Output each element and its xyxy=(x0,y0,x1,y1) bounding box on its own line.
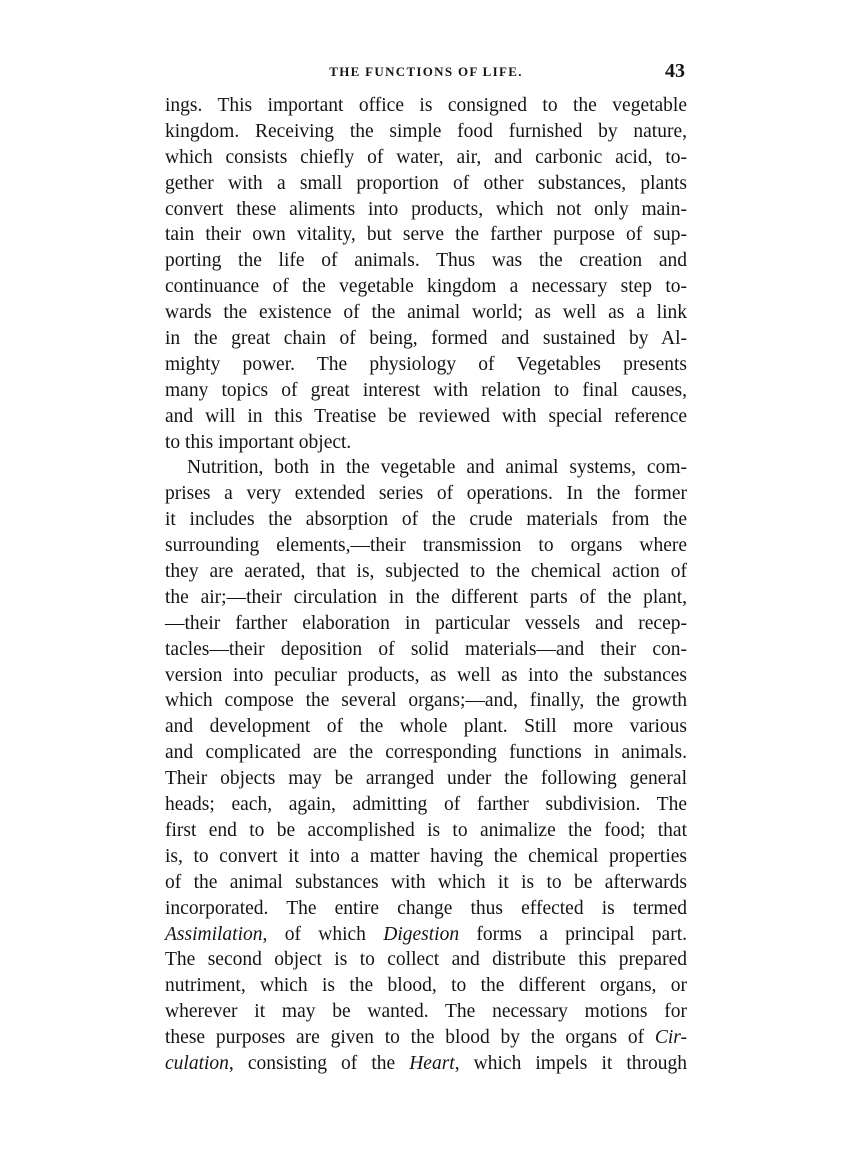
text-line: wherever it may be wanted. The necessary motions for xyxy=(165,1001,687,1023)
text-line: —their farther elaboration in particular vessels and recep- xyxy=(165,612,687,634)
text-line-with-italics: Assimilation, of which Digestion forms a principal part. xyxy=(165,923,687,945)
body-text xyxy=(165,93,687,1077)
text-line: ings. This important office is consigned to the vegetable xyxy=(165,95,687,116)
text-line: and will in this Treatise be reviewed with special reference xyxy=(165,405,687,427)
text-line: of the animal substances with which it is to be afterwards xyxy=(165,871,687,893)
text-line: in the great chain of being, formed and sustained by Al- xyxy=(165,328,687,350)
text-line: porting the life of animals. Thus was the creation and xyxy=(165,250,687,272)
text-line: gether with a small proportion of other substances, plants xyxy=(165,172,687,194)
text-line: The second object is to collect and distribute this prepared xyxy=(165,949,687,971)
text-line: it includes the absorption of the crude materials from the xyxy=(165,509,687,531)
text-line-with-italics: these purposes are given to the blood by the organs of Cir- xyxy=(165,1027,687,1049)
text-line: surrounding elements,—their transmission to organs where xyxy=(165,535,687,557)
paragraph-start-line: Nutrition, both in the vegetable and animal systems, com- xyxy=(187,457,687,479)
text-line-with-italics: culation, consisting of the Heart, which impels it through xyxy=(165,1052,688,1074)
text-line: tacles—their deposition of solid materials—and their con- xyxy=(165,638,687,660)
text-line: convert these aliments into products, which not only main- xyxy=(165,198,687,220)
italic-term-circulation: culation xyxy=(165,1052,229,1074)
text-line: and complicated are the corresponding functions in animals. xyxy=(165,742,687,764)
text-line: Their objects may be arranged under the following general xyxy=(165,768,687,790)
text-line: and development of the whole plant. Still more various xyxy=(165,716,687,738)
text-line: to this important object. xyxy=(165,431,352,453)
italic-term-circulation: Cir- xyxy=(654,1027,687,1049)
text-line: incorporated. The entire change thus effected is termed xyxy=(165,897,687,919)
italic-term-assimilation: Assimilation xyxy=(165,923,263,945)
text-line: is, to convert it into a matter having the chemical properties xyxy=(165,845,687,867)
text-line: the air;—their circulation in the different parts of the plant, xyxy=(165,586,687,608)
text-line: version into peculiar products, as well as into the substances xyxy=(165,664,687,686)
page-number: 43 xyxy=(665,60,685,82)
text-line: continuance of the vegetable kingdom a necessary step to- xyxy=(165,276,687,298)
text-line: which consists chiefly of water, air, and carbonic acid, to- xyxy=(165,146,687,168)
italic-term-heart: Heart xyxy=(409,1052,455,1074)
running-head xyxy=(165,60,687,88)
text-line: first end to be accomplished is to animalize the food; that xyxy=(165,819,687,841)
text-line: wards the existence of the animal world; as well as a link xyxy=(165,302,687,324)
text-line: prises a very extended series of operations. In the former xyxy=(165,483,687,505)
text-line: which compose the several organs;—and, finally, the growth xyxy=(165,690,687,712)
text-line: tain their own vitality, but serve the farther purpose of sup- xyxy=(165,224,687,246)
text-line: heads; each, again, admitting of farther subdivision. The xyxy=(165,794,687,816)
italic-term-digestion: Digestion xyxy=(383,923,460,945)
text-line: mighty power. The physiology of Vegetables presents xyxy=(165,353,687,375)
text-line: many topics of great interest with relation to final causes, xyxy=(165,379,687,401)
text-line: nutriment, which is the blood, to the different organs, or xyxy=(165,975,687,997)
text-line: kingdom. Receiving the simple food furnished by nature, xyxy=(165,120,687,142)
text-line: they are aerated, that is, subjected to the chemical action of xyxy=(165,561,687,583)
running-title: THE FUNCTIONS OF LIFE. xyxy=(329,64,523,79)
